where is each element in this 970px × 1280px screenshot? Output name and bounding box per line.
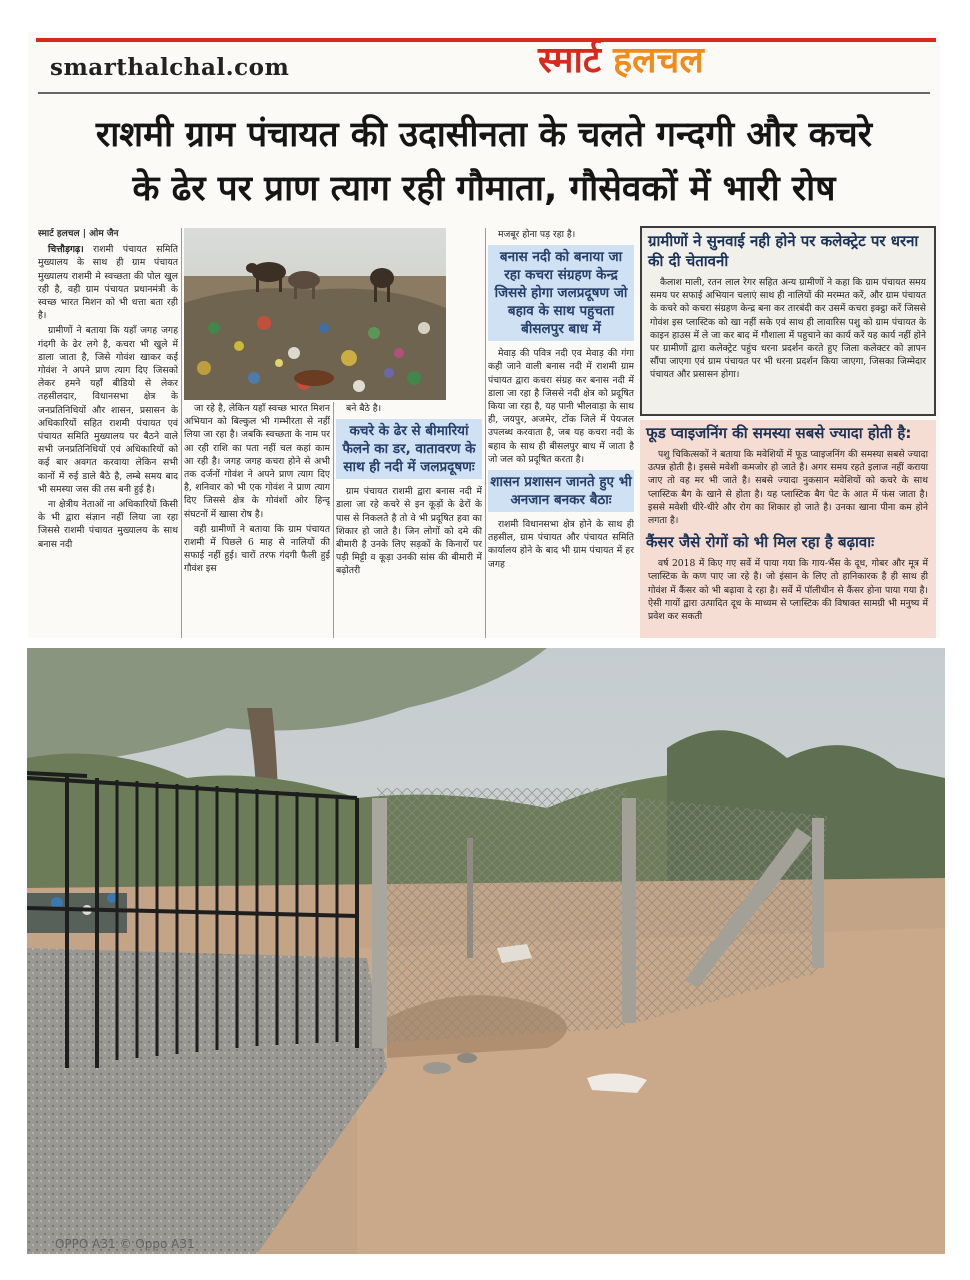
headline-line-1: राशमी ग्राम पंचायत की उदासीनता के चलते गन्दगी और कचरे xyxy=(95,115,873,155)
box-2-body xyxy=(640,446,936,529)
column-1-para-2: ग्रामीणों ने बताया कि यहाँ जगह जगह गंदगी के ढेर लगे है, कचरा भी खुले में डाला जाता है, जिसे गोवंश खाकर कई गोवंश ने अपने प्राण त्याग दिए जिसको लेकर हमने यहाँ बीडियो से लेकर तहसीलदार, विधानसभा क्षेत्र के जनप्रतिनिधियों और शासन, प्रसासन के अधिकारियों सहित राशमी पंचायत एवं पंचायत समिति मुख्यालय पर बैठने वाले सभी जनप्रतिनिधियों एवं अधिकारियों को कई बार अवगत करवाया लेकिन सभी कानों में रुई डाले बैठे है, लम्बे समय बाद भी समस्या जस की तस बनी हुई है। xyxy=(38,325,178,495)
sidebar-box-protest-warning xyxy=(640,226,936,416)
fence-gate-image xyxy=(27,648,945,1254)
column-4-top: मजबूर होना पड़ रहा है। xyxy=(498,229,576,240)
column-3 xyxy=(336,402,482,638)
sidebar-box-food-poisoning xyxy=(640,420,936,638)
masthead-word-smart: स्मार्ट xyxy=(538,40,602,81)
box-2-text-2: वर्ष 2018 में किए गए सर्वे में पाया गया कि गाय-भैंस के दूध, गोबर और मूत्र में प्लास्टिक के कण पाए जा रहे है। जो इंसान के लिए तो हानिकारक है ही साथ ही गोवंश में कैंसर को भी बढ़ावा दे रहा है। सर्वे में पॉलीथीन से कैंसर होना पाया गया है। ऐसी गायों द्वारा उत्पादित दूध के माध्यम से प्लास्टिक की विषाक्त सामग्री भी मनुष्य में प्रवेश कर सकती xyxy=(648,558,928,623)
byline: स्मार्ट हलचल | ओम जैन xyxy=(38,229,119,239)
box-2-heading: फूड प्वाइजनिंग की समस्या सबसे ज्यादा होती है: xyxy=(646,424,912,442)
column-1-para-3: ना क्षेत्रीय नेताओं ना अधिकारियों किसी के भी द्वारा संज्ञान नहीं लिया जा रहा जिससे राशमी पंचायत मुख्यालय के साथ बनास नदी xyxy=(38,499,178,550)
box-2-body-2 xyxy=(640,555,936,625)
column-divider xyxy=(333,402,334,638)
column-3-top: बने बैठे है। xyxy=(346,403,382,414)
site-name: smarthalchal.com xyxy=(50,54,290,81)
fence-gate-photo xyxy=(27,648,945,1254)
masthead-logo xyxy=(538,34,704,83)
garbage-cows-photo xyxy=(184,228,446,400)
column-1 xyxy=(38,228,178,638)
box-2-heading-2: कैंसर जैसे रोगों को भी मिल रहा है बढ़ावाः xyxy=(646,533,875,552)
column-2 xyxy=(184,402,330,638)
box-2-text: पशु चिकित्सकों ने बताया कि मवेशियों में फूड प्वाइजनिंग की समस्या सबसे ज्यादा उत्पन्न होती है। इससे मवेशी कमजोर हो जाते है। अगर समय रहते इलाज नहीं कराया जाए तो वह मर भी जाते है। सबसे ज्यादा नुकसान मवेशियों को कचरे के साथ प्लास्टिक बैग के खाने से होता है। यह प्लास्टिक बैग पेट के आत में फंस जाता है। इससे मवेशी धीरे-धीरे और रोग का शिकार हो जाते है। उनका खाना पीना कम होने लगता है। xyxy=(648,449,928,527)
header-divider xyxy=(38,92,930,94)
column-3-para-1: ग्राम पंचायत राशमी द्वारा बनास नदी में डाला जा रहे कचरे से इन कूड़ों के ढेरों के पास से निकलते है तो वे भी प्रदूषित हवा का शिकार हो जाते है। जिन लोगों को दमे की बीमारी है उनके लिए सड़कों के किनारों पर पड़ी मिट्टी व कूड़ा उनकी सांस की बीमारी में बढ़ोतरी xyxy=(336,486,482,577)
dateline: चित्तौड़गढ़। xyxy=(48,244,84,256)
camera-watermark: OPPO A31 © Oppo A31 xyxy=(55,1237,195,1251)
column-4-para-1: मेवाड़ की पवित्र नदी एव मेवाड़ की गंगा कही जाने वाली बनास नदी में राशमी ग्राम पंचायत द्वारा कचरा संग्रह कर बनास नदी में डाला जा रहा है जिससे नदी क्षेत्र को प्रदूषित किया जा रहा है, यह पानी भीलवाड़ा के साथ ही, जयपुर, अजमेर, टोंक जिले में पेयजल उपलब्ध करवाता है, जब यह कचरा नदी के बहाव के साथ ही बीसलपुर बाध में जाता है जो जल को प्रदूषित करता है। xyxy=(488,348,634,465)
garbage-cows-image xyxy=(184,228,446,400)
column-divider xyxy=(485,228,486,638)
column-divider xyxy=(181,228,182,638)
subhead-disease-fear: कचरे के ढेर से बीमारियां फैलने का डर, वातावरण के साथ ही नदी में जलप्रदूषणः xyxy=(336,419,482,479)
headline xyxy=(28,108,940,216)
masthead-word-halchal: हलचल xyxy=(613,40,704,81)
subhead-administration: शासन प्रशासन जानते हुए भी अनजान बनकर बैठाः xyxy=(488,470,634,512)
column-1-para-1 xyxy=(38,243,178,322)
box-1-body xyxy=(642,274,934,384)
box-1-heading: ग्रामीणों ने सुनवाई नही होने पर कलेक्ट्रेट पर धरना की दी चेतावनी xyxy=(648,232,919,270)
headline-line-2: के ढेर पर प्राण त्याग रही गौमाता, गौसेवकों में भारी रोष xyxy=(132,169,836,209)
column-4 xyxy=(488,228,634,638)
subhead-banas-river: बनास नदी को बनाया जा रहा कचरा संग्रहण केन्द्र जिससे होगा जलप्रदूषण जो बहाव के साथ पहुचता बीसलपुर बाध में xyxy=(488,245,634,341)
column-1-text-1: राशमी पंचायत समिति मुख्यालय के साथ ही ग्राम पंचायत मुख्यालय राशमी मे स्वच्छता की पोल खुल रही है, वही ग्राम पंचायत प्रधानमंत्री के स्वच्छ भारत मिशन को भी धत्ता बता रही है। xyxy=(38,244,178,322)
box-1-text: कैलाश माली, रतन लाल रेगर सहित अन्य ग्रामीणों ने कहा कि ग्राम पंचायत समय समय पर सफाई अभियान चलाएं साथ ही नालियों की मरम्मत करें, और ग्राम पंचायत के कचरे को कचरा संग्रहण केन्द्र बना कर तारबंदी कर उसमें कचरा इक्ट्ठा करें जिससे गोवंश इस प्लास्टिक को खा नहीं सके एवं साथ ही लावारिस पशु को ग्राम पंचायत के काइन हाउस में ले जा कर बाद में गौशाला में पहुचाने का कार्य करें यह कार्य नहीं होने पर ग्रामीणों द्वारा कलेक्ट्रेट पहुंच धरना प्रदर्शन करते हुए जिला कलेक्टर को ज्ञापन सौंपा जाएगा एवं ग्राम पंचायत पर भी धरना प्रदर्शन किया जाएगा, जिसका जिम्मेदार पंचायत और प्रसासन होगा। xyxy=(650,277,926,381)
column-4-para-2: राशमी विधानसभा क्षेत्र होने के साथ ही तहसील, ग्राम पंचायत और पंचायत समिति कार्यालय होने के बाद भी ग्राम पंचायत में हर जगह xyxy=(488,519,634,570)
newspaper-clipping xyxy=(28,32,940,638)
masthead-rule xyxy=(36,38,936,42)
column-2-para-1: जा रहे है, लेकिन यहाँ स्वच्छ भारत मिशन अभियान को बिल्कुल भी गम्भीरता से नहीं लिया जा रहा है। जबकि स्वच्छता के नाम पर आ रही राशि का पता नहीं चल कहां काम आ रही है। जगह जगह कचरा होने से अभी तक दर्जनों गोवंश ने अपने प्राण त्याग दिए है, शनिवार को भी एक गोवंश ने प्राण त्याग दिए जिससे क्षेत्र के गोवंशों ओर हिन्दू संघटनों में खासा रोष है। xyxy=(184,403,330,520)
column-2-para-2: वही ग्रामीणों ने बताया कि ग्राम पंचायत राशमी में पिछले 6 माह से नालियों की सफाई नहीं हुई। चारों तरफ गंदगी फैली हुई गौवंश इस xyxy=(184,523,330,575)
